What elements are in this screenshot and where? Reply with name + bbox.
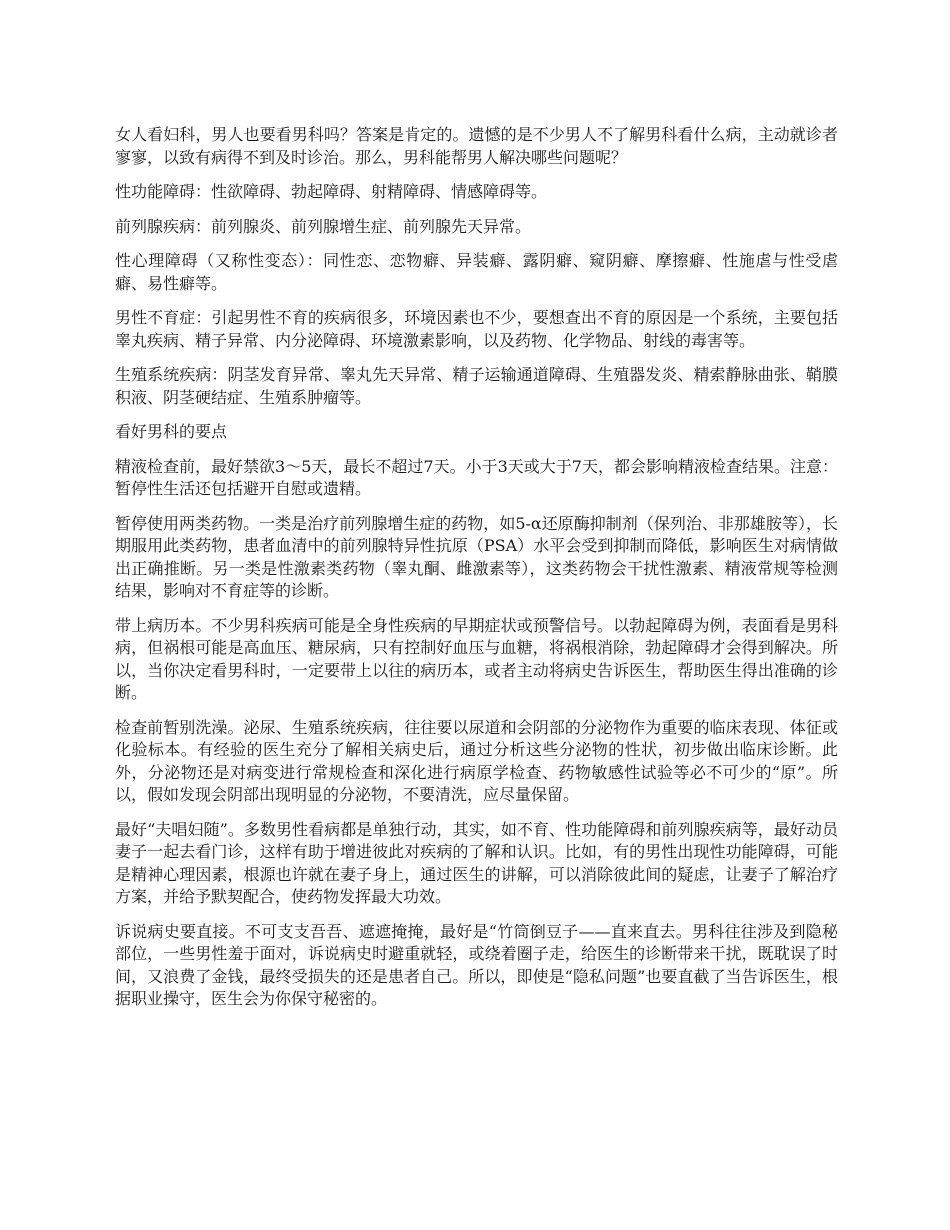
paragraph-medications: 暂停使用两类药物。一类是治疗前列腺增生症的药物，如5-α还原酶抑制剂（保列治、非那雄胺等），长期服用此类药物，患者血清中的前列腺特异性抗原（PSA）水平会受到抑制而降低，影响医生对病情做出正确推断。另一类是性激素类药物（睾丸酮、雌激素等），这类药物会干扰性激素、精液常规等检测结果，影响对不育症等的诊断。 <box>115 513 838 600</box>
paragraph-male-infertility: 男性不育症：引起男性不育的疾病很多，环境因素也不少，要想查出不育的原因是一个系统，主要包括睾丸疾病、精子异常、内分泌障碍、环境激素影响，以及药物、化学物品、射线的毒害等。 <box>115 308 838 350</box>
paragraph-sexual-dysfunction: 性功能障碍：性欲障碍、勃起障碍、射精障碍、情感障碍等。 <box>115 182 548 201</box>
paragraph-intro: 女人看妇科，男人也要看男科吗？答案是肯定的。遗憾的是不少男人不了解男科看什么病，主动就诊者寥寥，以致有病得不到及时诊治。那么，男科能帮男人解决哪些问题呢？ <box>115 125 838 167</box>
paragraph-reproductive-disease: 生殖系统疾病：阴茎发育异常、睾丸先天异常、精子运输通道障碍、生殖器发炎、精索静脉曲张、鞘膜积液、阴茎硬结症、生殖系肿瘤等。 <box>115 365 838 407</box>
paragraph-bring-spouse: 最好“夫唱妇随”。多数男性看病都是单独行动，其实，如不育、性功能障碍和前列腺疾病等，最好动员妻子一起去看门诊，这样有助于增进彼此对疾病的了解和认识。比如，有的男性出现性功能障碍，可能是精神心理因素，根源也许就在妻子身上，通过医生的讲解，可以消除彼此间的疑虑，让妻子了解治疗方案，并给予默契配合，使药物发挥最大功效。 <box>115 819 838 906</box>
paragraph-psychosexual-disorder: 性心理障碍（又称性变态）：同性恋、恋物癖、异装癖、露阴癖、窥阴癖、摩擦癖、性施虐与性受虐癖、易性癖等。 <box>115 251 838 293</box>
paragraph-be-direct: 诉说病史要直接。不可支支吾吾、遮遮掩掩，最好是“竹筒倒豆子——直来直去。男科往往涉及到隐秘部位，一些男性羞于面对，诉说病史时避重就轻，或绕着圈子走，给医生的诊断带来干扰，既耽误了时间，又浪费了金钱，最终受损失的还是患者自己。所以，即使是“隐私问题”也要直截了当告诉医生，根据职业操守，医生会为你保守秘密的。 <box>115 921 838 1008</box>
paragraph-prostate-disease: 前列腺疾病：前列腺炎、前列腺增生症、前列腺先天异常。 <box>115 216 532 236</box>
paragraph-semen-test: 精液检查前，最好禁欲3～5天，最长不超过7天。小于3天或大于7天，都会影响精液检查结果。注意：暂停性生活还包括避开自慰或遗精。 <box>115 456 838 498</box>
document-body <box>115 124 838 1023</box>
paragraph-no-bathing: 检查前暂别洗澡。泌尿、生殖系统疾病，往往要以尿道和会阴部的分泌物作为重要的临床表现、体征或化验标本。有经验的医生充分了解相关病史后，通过分析这些分泌物的性状，初步做出临床诊断。此外，分泌物还是对病变进行常规检查和深化进行病原学检查、药物敏感性试验等必不可少的“原”。所以，假如发现会阴部出现明显的分泌物，不要清洗，应尽量保留。 <box>115 717 838 804</box>
section-heading: 看好男科的要点 <box>115 422 228 441</box>
paragraph-medical-record: 带上病历本。不少男科疾病可能是全身性疾病的早期症状或预警信号。以勃起障碍为例，表面看是男科病，但祸根可能是高血压、糖尿病，只有控制好血压与血糖，将祸根消除，勃起障碍才会得到解决。所以，当你决定看男科时，一定要带上以往的病历本，或者主动将病史告诉医生，帮助医生得出准确的诊断。 <box>115 615 838 702</box>
